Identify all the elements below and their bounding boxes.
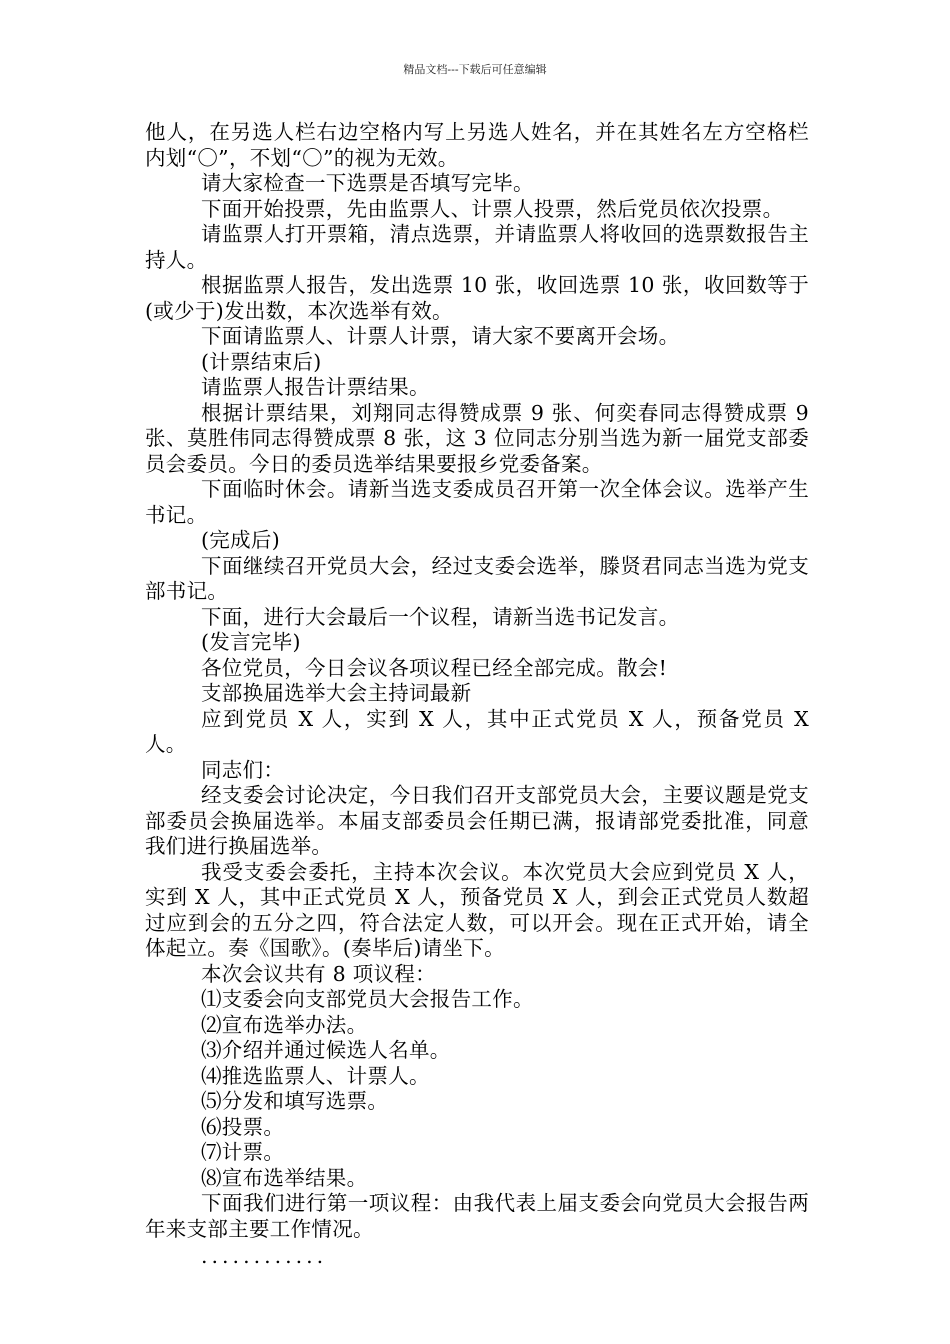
- paragraph: (完成后): [201, 528, 280, 552]
- paragraph: ⑶介绍并通过候选人名单。: [201, 1038, 451, 1062]
- paragraph: 本次会议共有 8 项议程：: [201, 961, 436, 986]
- paragraph: 下面临时休会。请新当选支委成员召开第一次全体会议。选举产生书记。: [145, 477, 809, 527]
- paragraph: 请监票人报告计票结果。: [201, 375, 430, 399]
- paragraph: ⑻宣布选举结果。: [201, 1165, 368, 1190]
- paragraph: ⑷推选监票人、计票人。: [201, 1063, 430, 1088]
- paragraph: 下面，进行大会最后一个议程，请新当选书记发言。: [201, 604, 680, 629]
- ellipsis: ............: [201, 1244, 328, 1268]
- paragraph: ⑹投票。: [201, 1114, 285, 1139]
- paragraph: 支部换届选举大会主持词最新: [201, 681, 472, 705]
- paragraph: ⑸分发和填写选票。: [201, 1089, 389, 1113]
- paragraph: 请大家检查一下选票是否填写完毕。: [201, 171, 534, 195]
- paragraph: ⑴支委会向支部党员大会报告工作。: [201, 987, 534, 1011]
- paragraph: ⑵宣布选举办法。: [201, 1012, 368, 1037]
- paragraph: 下面开始投票，先由监票人、计票人投票，然后党员依次投票。: [201, 196, 784, 221]
- paragraph: 下面我们进行第一项议程：由我代表上届支委会向党员大会报告两年来支部主要工作情况。: [145, 1191, 809, 1241]
- paragraph: (计票结束后): [201, 349, 322, 374]
- paragraph: ⑺计票。: [201, 1140, 285, 1164]
- paragraph: 经支委会讨论决定，今日我们召开支部党员大会，主要议题是党支部委员会换届选举。本届支部委员会任期已满，报请部党委批准，同意我们进行换届选举。: [145, 783, 809, 858]
- paragraph: 请监票人打开票箱，清点选票，并请监票人将收回的选票数报告主持人。: [145, 222, 809, 272]
- paragraph: (发言完毕): [201, 630, 301, 654]
- paragraph: 各位党员，今日会议各项议程已经全部完成。散会!: [201, 655, 668, 680]
- document-body: [145, 120, 809, 1270]
- paragraph: 同志们：: [201, 757, 285, 782]
- paragraph: 下面继续召开党员大会，经过支委会选举，滕贤君同志当选为党支部书记。: [145, 553, 809, 603]
- paragraph: 根据监票人报告，发出选票 10 张，收回选票 10 张，收回数等于(或少于)发出数，本次选举有效。: [145, 273, 809, 323]
- paragraph: 根据计票结果，刘翔同志得赞成票 9 张、何奕春同志得赞成票 9 张、莫胜伟同志得赞成票 8 张，这 3 位同志分别当选为新一届党支部委员会委员。今日的委员选举结果要报乡党委备案。: [145, 400, 809, 476]
- paragraph: 他人，在另选人栏右边空格内写上另选人姓名，并在其姓名左方空格栏内划“〇”，不划“〇”的视为无效。: [145, 120, 809, 170]
- page-header: 精品文档---下载后可任意编辑: [403, 63, 547, 76]
- paragraph: 我受支委会委托，主持本次会议。本次党员大会应到党员 X 人，实到 X 人，其中正式党员 X 人，预备党员 X 人，到会正式党员人数超过应到会的五分之四，符合法定人数，可以开会。现在正式开始，请全体起立。奏《国歌》。(奏毕后)请坐下。: [145, 859, 809, 960]
- paragraph: 下面请监票人、计票人计票，请大家不要离开会场。: [201, 324, 680, 348]
- paragraph: 应到党员 X 人，实到 X 人，其中正式党员 X 人，预备党员 X 人。: [145, 706, 809, 756]
